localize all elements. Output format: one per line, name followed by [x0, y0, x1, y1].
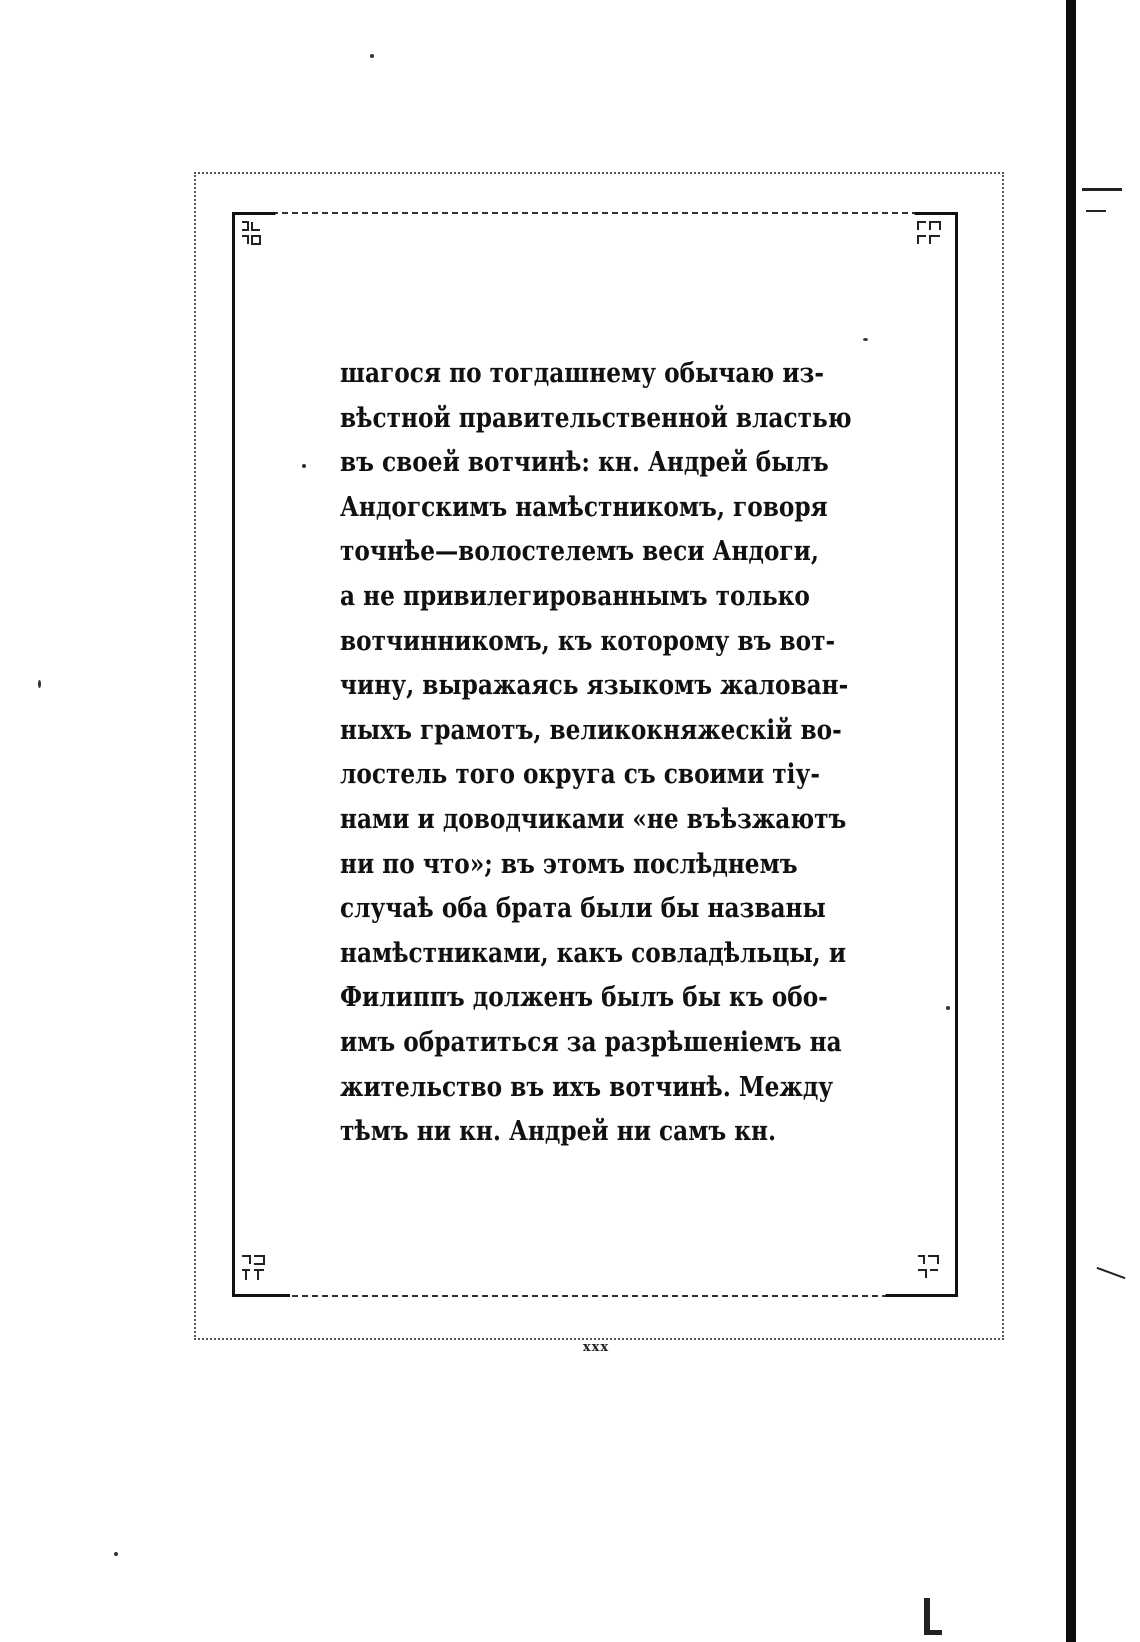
text-line: вѣстной правительственной властью [340, 402, 852, 434]
binding-mark [1097, 1267, 1126, 1279]
text-line: случаѣ оба брата были бы названы [340, 893, 826, 925]
text-line: Филиппъ долженъ былъ бы къ обо- [340, 982, 828, 1014]
text-line: жительство въ ихъ вотчинѣ. Между [340, 1071, 834, 1103]
paper-speck [114, 1552, 118, 1556]
corner-ornament-bottom-right [914, 1252, 950, 1288]
text-line: имъ обратиться за разрѣшеніемъ на [340, 1026, 842, 1058]
text-line: ни по что»; въ этомъ послѣднемъ [340, 848, 798, 880]
binding-mark [1086, 210, 1106, 212]
paper-speck [370, 54, 374, 58]
text-line: нами и доводчиками «не въѣзжаютъ [340, 803, 847, 835]
text-line: вотчинникомъ, къ которому въ вот- [340, 625, 836, 657]
paper-speck [38, 680, 41, 688]
text-line: ныхъ грамотъ, великокняжескій во- [340, 714, 842, 746]
text-line: тѣмъ ни кн. Андрей ни самъ кн. [340, 1116, 777, 1148]
paper-speck [863, 338, 868, 341]
text-line: Андогскимъ намѣстникомъ, говоря [340, 491, 828, 523]
page-number: xxx [582, 1340, 610, 1355]
text-line: намѣстниками, какъ совладѣльцы, и [340, 937, 847, 969]
corner-ornament-top-left [238, 218, 274, 254]
paper-speck [946, 1006, 950, 1010]
corner-ornament-bottom-left [238, 1252, 274, 1288]
text-line: чину, выражаясь языкомъ жалован- [340, 670, 849, 702]
text-line: шагося по тогдашнему обычаю из- [340, 358, 824, 389]
text-line: въ своей вотчинѣ: кн. Андрей былъ [340, 447, 829, 479]
page-binding-edge [1066, 0, 1076, 1642]
inner-frame-bottom-rule [232, 1294, 958, 1297]
text-line: а не привилегированнымъ только [340, 580, 810, 612]
text-line: точнѣе—волостелемъ веси Андоги, [340, 536, 819, 568]
text-line: лостель того округа съ своими тіу- [340, 759, 820, 791]
binding-mark [924, 1630, 942, 1635]
binding-mark [924, 1598, 930, 1634]
body-text [340, 352, 852, 1155]
paper-speck [302, 464, 306, 468]
binding-mark [1082, 188, 1122, 191]
corner-ornament-top-right [914, 218, 950, 254]
inner-frame-top-rule [232, 212, 958, 215]
